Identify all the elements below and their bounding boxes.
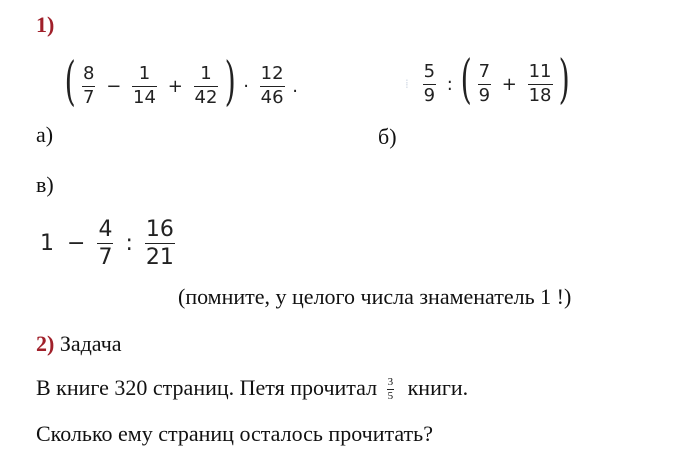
- denominator: 21: [145, 245, 174, 271]
- denominator: 46: [260, 86, 284, 108]
- numerator: 8: [83, 62, 95, 84]
- problem-text-start: В книге 320 страниц. Петя прочитал: [36, 375, 378, 400]
- numerator: 12: [260, 62, 284, 84]
- task-2-number: 2): [36, 331, 55, 356]
- whole-one: 1: [40, 231, 54, 257]
- denominator: 7: [83, 86, 95, 108]
- reminder-note: (помните, у целого числа знаменатель 1 !): [178, 284, 572, 309]
- minus-sign: −: [67, 231, 86, 257]
- open-paren: (: [460, 50, 472, 110]
- fraction-1-42: [194, 62, 219, 108]
- task-1-number: 1): [36, 12, 55, 37]
- close-paren: ): [224, 52, 236, 112]
- expression-a: [64, 52, 301, 112]
- numerator: 3: [387, 375, 394, 388]
- task-2-heading: [36, 331, 122, 357]
- fraction-7-9: [478, 60, 491, 106]
- close-paren: ): [558, 50, 570, 110]
- denominator: 5: [387, 390, 394, 403]
- denominator: 42: [194, 86, 218, 108]
- numerator: 1: [138, 62, 151, 84]
- denominator: 18: [528, 84, 552, 106]
- numerator: 16: [145, 217, 174, 242]
- fraction-16-21: [145, 218, 175, 269]
- plus-sign: +: [167, 75, 183, 97]
- numerator: 1: [200, 62, 212, 84]
- label-v: в): [36, 172, 54, 197]
- denominator: 9: [423, 84, 436, 106]
- problem-text-end: книги.: [407, 375, 469, 400]
- numerator: 4: [98, 217, 113, 242]
- plus-sign: +: [501, 73, 517, 95]
- numerator: 11: [528, 60, 552, 82]
- multiply-dot: ·: [243, 75, 249, 97]
- colon-sign: :: [446, 73, 453, 95]
- denominator: 9: [478, 84, 491, 106]
- problem-line-2: Сколько ему страниц осталось прочитать?: [36, 421, 433, 446]
- fraction-3-5: [387, 377, 395, 403]
- task-2-title: Задача: [59, 331, 122, 356]
- label-b: б): [378, 124, 397, 149]
- problem-line-1: [36, 375, 468, 403]
- numerator: 5: [423, 60, 436, 82]
- minus-sign: −: [106, 75, 122, 97]
- fraction-4-7: [97, 218, 113, 269]
- fraction-8-7: [82, 62, 95, 108]
- period: .: [292, 75, 299, 97]
- numerator: 7: [478, 60, 491, 82]
- faint-mark-icon: ⁞: [405, 77, 409, 91]
- denominator: 14: [133, 86, 156, 108]
- label-a: а): [36, 122, 54, 147]
- fraction-5-9: [423, 60, 436, 106]
- fraction-1-14: [132, 62, 157, 108]
- fraction-11-18: [528, 60, 553, 106]
- expression-v: [40, 218, 177, 269]
- open-paren: (: [64, 52, 76, 112]
- colon-sign: :: [125, 231, 133, 257]
- denominator: 7: [98, 245, 113, 271]
- expression-b: [405, 50, 570, 110]
- fraction-12-46: [260, 62, 285, 108]
